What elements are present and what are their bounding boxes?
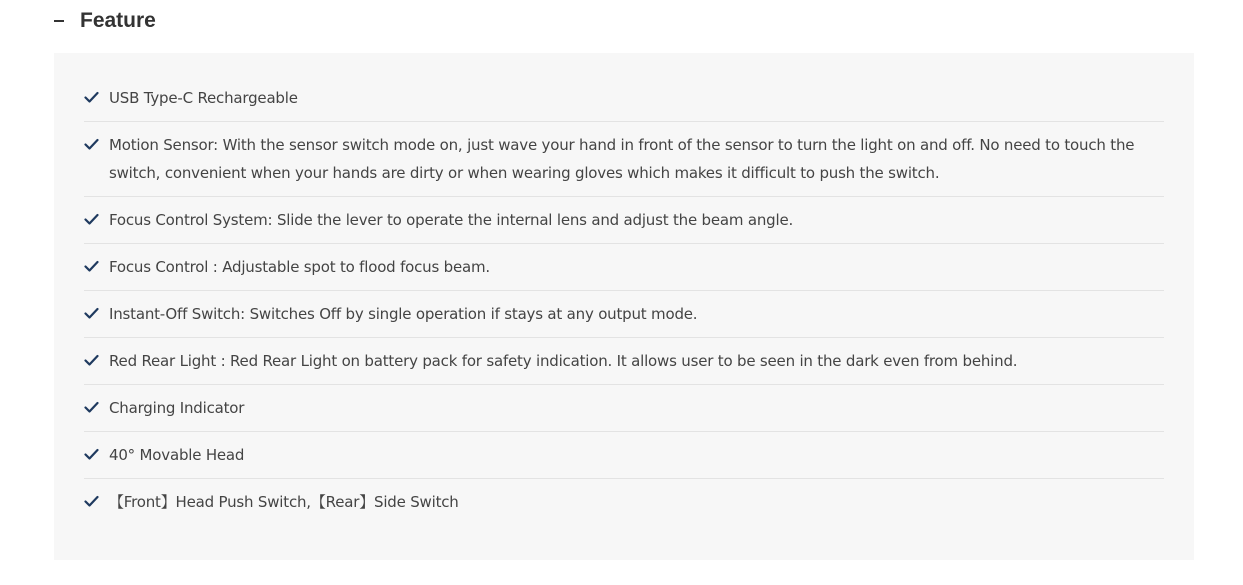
feature-text: Focus Control System: Slide the lever to operate the internal lens and adjust the beam angle. [109,211,794,229]
feature-text: Focus Control : Adjustable spot to flood focus beam. [109,258,490,276]
check-icon [84,401,99,414]
feature-text: Red Rear Light : Red Rear Light on battery pack for safety indication. It allows user to be seen in the dark even from behind. [109,352,1018,370]
feature-item [84,385,1164,432]
feature-item [84,75,1164,122]
feature-text: Instant-Off Switch: Switches Off by single operation if stays at any output mode. [109,305,698,323]
feature-text: 40° Movable Head [109,446,245,464]
feature-item [84,479,1164,525]
feature-text: Motion Sensor: With the sensor switch mode on, just wave your hand in front of the sensor to turn the light on and off. No need to touch the switch, convenient when your hands are dirty or when wearing gloves which makes it difficult to push the switch. [109,136,1135,182]
feature-text: 【Front】Head Push Switch,【Rear】Side Switch [109,493,459,511]
check-icon [84,260,99,273]
dash-icon [54,20,64,22]
check-icon [84,138,99,151]
feature-item [84,244,1164,291]
check-icon [84,495,99,508]
check-icon [84,354,99,367]
feature-item [84,432,1164,479]
check-icon [84,213,99,226]
feature-list [84,75,1164,525]
section-title: Feature [80,9,156,32]
feature-text: USB Type-C Rechargeable [109,89,298,107]
section-header [54,6,156,36]
feature-item [84,122,1164,197]
check-icon [84,307,99,320]
feature-item [84,338,1164,385]
feature-item [84,291,1164,338]
feature-panel [54,53,1194,560]
check-icon [84,448,99,461]
check-icon [84,91,99,104]
feature-item [84,197,1164,244]
feature-text: Charging Indicator [109,399,245,417]
